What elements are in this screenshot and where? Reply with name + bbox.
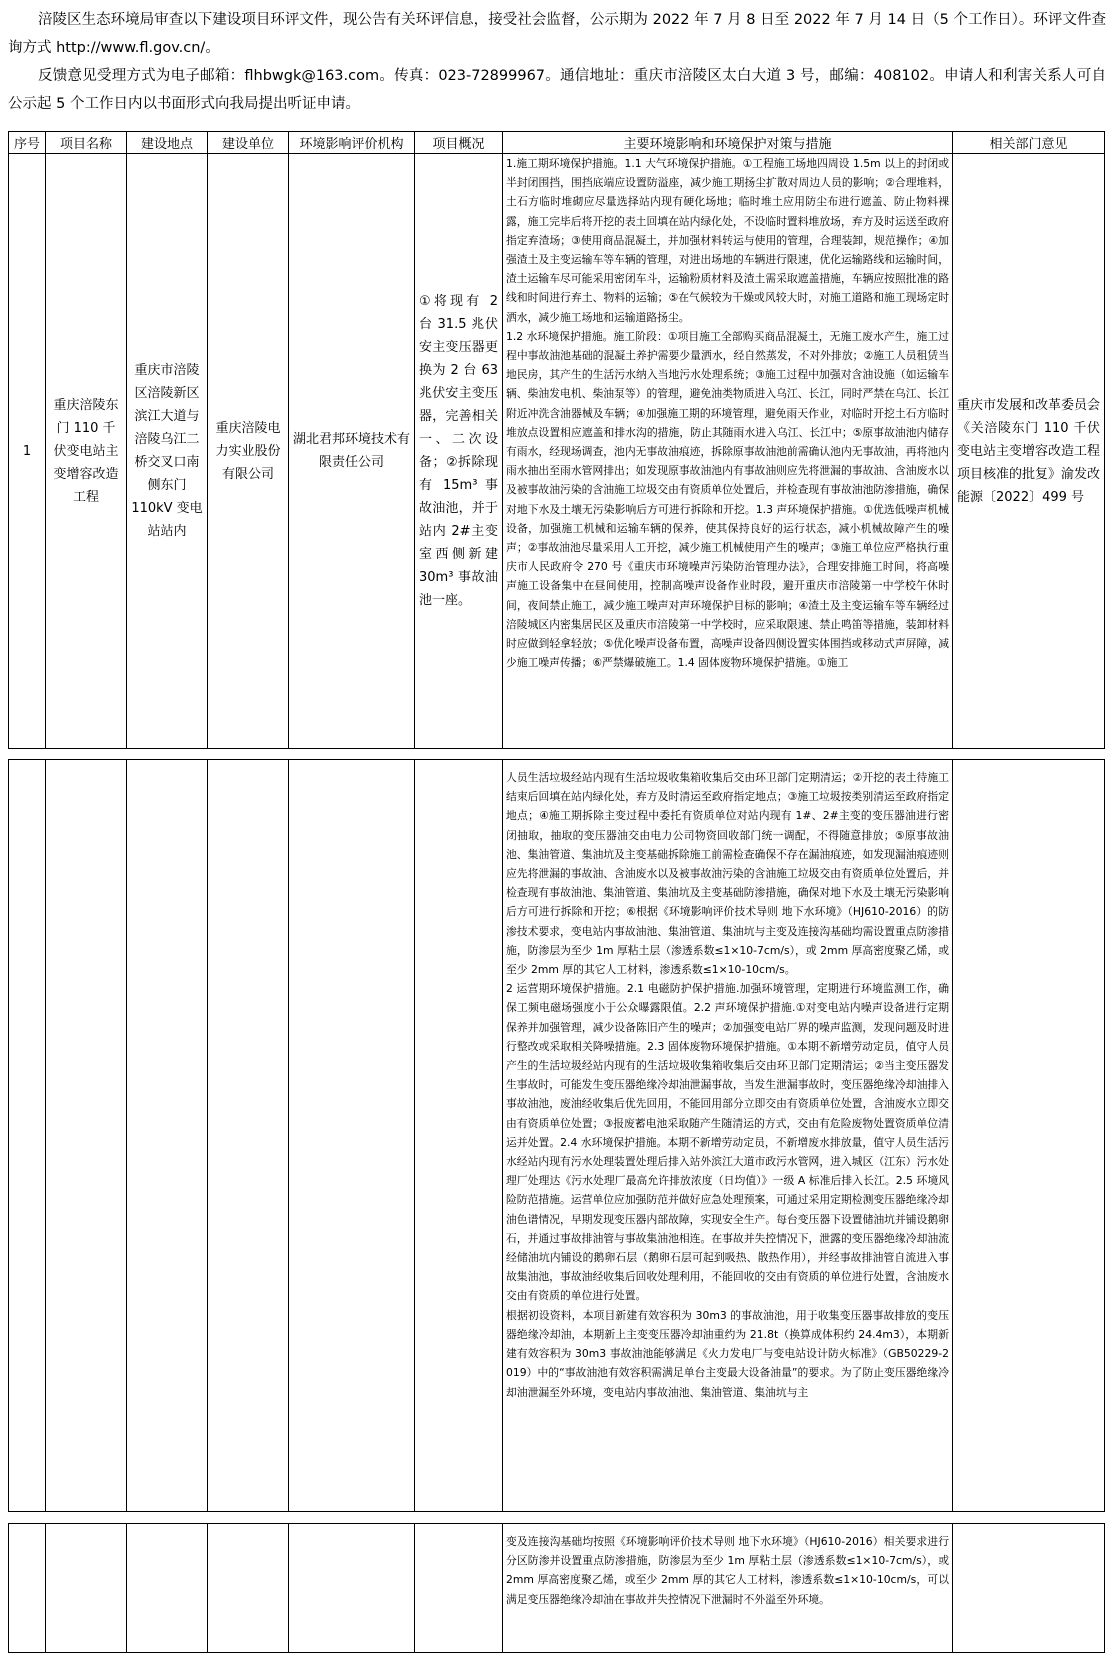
cell-empty [953, 760, 1105, 1512]
header-builder: 建设单位 [208, 132, 289, 154]
header-location: 建设地点 [127, 132, 208, 154]
project-table-page-3 [8, 1523, 1105, 1653]
header-no: 序号 [9, 132, 46, 154]
measures-paragraph: 1.2 水环境保护措施。施工阶段：①项目施工全部购买商品混凝土，无施工废水产生，施工过程中事故油池基础的混凝土养护需要少量洒水，经自然蒸发，不对外排放；②施工人员租赁当地民房，其产生的生活污水纳入当地污水处理系统；③施工过程中加强对含油设施（如运输车辆、柴油发电机、柴油泵等）的管理，避免油类物质进入乌江、长江，同时严禁在乌江、长江附近冲洗含油器械及车辆；④加强施工期的环境管理，避免雨天作业，对临时开挖土石方临时堆放点设置相应遮盖和排水沟的措施，防止其随雨水进入乌江、长江中；⑤原事故油池内储存有雨水，经现场调查，池内无事故油痕迹，拆除原事故油池前需确认池内无事故油，再将池内雨水抽出至雨水管网排出；如发现原事故油池内有事故油则应先将泄漏的事故油、含油废水以及被事故油污染的含油施工垃圾交由有资质单位处置后，并检查现有事故油池防渗措施，确保对地下水及土壤无污染影响后方可进行拆除和开挖。1.3 声环境保护措施。①优选低噪声机械设备，加强施工机械和运输车辆的保养，使其保持良好的运行状态，减小机械故障产生的噪声；②事故油池尽量采用人工开挖，减少施工机械使用产生的噪声；③施工单位应严格执行重庆市人民政府令 270 号《重庆市环境噪声污染防治管理办法》，合理安排施工时间，将高噪声施工设备集中在昼间使用，控制高噪声设备作业时段，避开重庆市涪陵第一中学校午休时间，夜间禁止施工，减少施工噪声对声环境保护目标的影响；④渣土及主变运输车等车辆经过涪陵城区内密集居民区及重庆市涪陵第一中学校时，应采取限速、禁止鸣笛等措施，装卸材料时应做到轻拿轻放；⑤优化噪声设备布置，高噪声设备四侧设置实体围挡或移动式声屏障，减少施工噪声传播；⑥严禁爆破施工。1.4 固体废物环境保护措施。①施工 [506, 329, 949, 670]
project-table-page-1 [8, 131, 1105, 749]
cell-empty [127, 1524, 208, 1653]
cell-builder: 重庆涪陵电力实业股份有限公司 [208, 154, 289, 749]
cell-project-name: 重庆涪陵东门 110 千伏变电站主变增容改造工程 [46, 154, 127, 749]
measures-paragraph: 1.施工期环境保护措施。1.1 大气环境保护措施。①工程施工场地四周设 1.5m 以上的封闭或半封闭围挡，围挡底端应设置防溢座，减少施工期扬尘扩散对周边人员的影响；②合理堆料，土石方临时堆砌应尽量选择站内现有硬化场地；临时堆土应用防尘布进行遮盖、防止物料裸露，施工完毕后将开挖的表土回填在站内绿化处，不设临时置料堆放场，弃方及时运送至政府指定弃渣场；③使用商品混凝土，并加强材料转运与使用的管理，合理装卸，规范操作；④加强渣土及主变运输车等车辆的管理，对进出场地的车辆进行限速，优化运输路线和运输时间，渣土运输车尽可能采用密闭车斗，运输粉质材料及渣土需采取遮盖措施，车辆应按照批准的路线和时间进行弃土、物料的运输；⑤在气候较为干燥或风较大时，对施工道路和施工现场定时洒水，减少施工场地和运输道路扬尘。 [506, 157, 949, 324]
cell-empty [289, 760, 415, 1512]
cell-location: 重庆市涪陵区涪陵新区滨江大道与涪陵乌江二桥交叉口南侧东门 110kV 变电站站内 [127, 154, 208, 749]
cell-overview: ①将现有 2 台 31.5 兆伏安主变压器更换为 2 台 63 兆伏安主变压器，完善相关一、二次设备；②拆除现有 15m³ 事故油池，并于站内 2#主变室西侧新建 30m³ 事故油池一座。 [415, 154, 503, 749]
cell-no: 1 [9, 154, 46, 749]
cell-eia-agency: 湖北君邦环境技术有限责任公司 [289, 154, 415, 749]
cell-measures [503, 154, 953, 749]
measures-paragraph: 人员生活垃圾经站内现有生活垃圾收集箱收集后交由环卫部门定期清运；②开挖的表土待施工结束后回填在站内绿化处，弃方及时清运至政府指定地点；③施工垃圾按类别清运至政府指定地点；④施工期拆除主变过程中委托有资质单位对站内现有 1#、2#主变的变压器油进行密闭抽取，抽取的变压器油交由电力公司物资回收部门统一调配，不得随意排放；⑤原事故油池、集油管道、集油坑及主变基础拆除施工前需检查确保不存在漏油痕迹，如发现漏油痕迹则应先将泄漏的事故油、含油废水以及被事故油污染的含油施工垃圾交由有资质单位处置后，并检查现有事故油池、集油管道、集油坑及主变基础防渗措施，确保对地下水及土壤无污染影响后方可进行拆除和开挖；⑥根据《环境影响评价技术导则 地下水环境》（HJ610-2016）的防渗技术要求，变电站内事故油池、集油管道、集油坑与主变及连接沟基础均需设置重点防渗措施，防渗层为至少 1m 厚粘土层（渗透系数≤1×10-7cm/s），或 2mm 厚高密度聚乙烯，或至少 2mm 厚的其它人工材料，渗透系数≤1×10-10cm/s。 [506, 771, 949, 977]
cell-empty [208, 1524, 289, 1653]
cell-empty [208, 760, 289, 1512]
notice-paragraph-1: 涪陵区生态环境局审查以下建设项目环评文件，现公告有关环评信息，接受社会监督，公示期为 2022 年 7 月 8 日至 2022 年 7 月 14 日（5 个工作日）。环评文件查询方式 http://www.fl.gov.cn/。 [8, 12, 1106, 56]
cell-empty [9, 760, 46, 1512]
cell-empty [953, 1524, 1105, 1653]
header-eia-agency: 环境影响评价机构 [289, 132, 415, 154]
header-overview: 项目概况 [415, 132, 503, 154]
header-project-name: 项目名称 [46, 132, 127, 154]
table-header-row [9, 132, 1105, 154]
cell-empty [46, 1524, 127, 1653]
cell-empty [127, 760, 208, 1512]
cell-measures [503, 1524, 953, 1653]
cell-measures [503, 760, 953, 1512]
measures-paragraph: 2 运营期环境保护措施。2.1 电磁防护保护措施.加强环境管理，定期进行环境监测工作，确保工频电磁场强度小于公众曝露限值。2.2 声环境保护措施.①对变电站内噪声设备进行定期保养并加强管理，减少设备陈旧产生的噪声；②加强变电站厂界的噪声监测，发现问题及时进行整改或采取相关降噪措施。2.3 固体废物环境保护措施。①本期不新增劳动定员，值守人员产生的生活垃圾经站内现有的生活垃圾收集箱收集后交由环卫部门定期清运；②当主变压器发生事故时，可能发生变压器绝缘冷却油泄漏事故，当发生泄漏事故时，变压器绝缘冷却油排入事故油池，废油经收集后优先回用，不能回用部分立即交由有资质单位处置，含油废水立即交由有资质单位处置；③报废蓄电池采取随产生随清运的方式，交由有危险废物处置资质单位清运并处置。2.4 水环境保护措施。本期不新增劳动定员，不新增废水排放量，值守人员生活污水经站内现有污水处理装置处理后排入站外滨江大道市政污水管网，进入城区（江东）污水处理厂处理达《污水处理厂最高允许排放浓度（日均值）》一级 A 标准后排入长江。2.5 环境风险防范措施。运营单位应加强防范并做好应急处理预案，可通过采用定期检测变压器绝缘冷却油色谱情况，早期发现变压器内部故障，实现安全生产。每台变压器下设置储油坑并铺设鹅卵石，并通过事故排油管与事故集油池相连。在事故并失控情况下，泄露的变压器绝缘冷却油流经储油坑内铺设的鹅卵石层（鹅卵石层可起到吸热、散热作用），并经事故排油管自流进入事故集油池，事故油经收集后回收处理利用，不能回收的交由有资质的单位进行处置，含油废水交由有资质的单位进行处置。 [506, 982, 949, 1303]
notice-intro [8, 6, 1106, 118]
cell-opinion: 重庆市发展和改革委员会《关涪陵东门 110 千伏变电站主变增容改造工程项目核准的批复》渝发改能源〔2022〕499 号 [953, 154, 1105, 749]
project-table-page-2 [8, 759, 1105, 1512]
table-row [9, 154, 1105, 749]
cell-empty [415, 760, 503, 1512]
header-opinion: 相关部门意见 [953, 132, 1105, 154]
cell-empty [9, 1524, 46, 1653]
cell-empty [289, 1524, 415, 1653]
cell-empty [46, 760, 127, 1512]
cell-empty [415, 1524, 503, 1653]
table-row [9, 1524, 1105, 1653]
header-measures: 主要环境影响和环境保护对策与措施 [503, 132, 953, 154]
table-row [9, 760, 1105, 1512]
measures-paragraph: 变及连接沟基础均按照《环境影响评价技术导则 地下水环境》（HJ610-2016）相关要求进行分区防渗并设置重点防渗措施，防渗层为至少 1m 厚粘土层（渗透系数≤1×10-7cm/s），或 2mm 厚高密度聚乙烯，或至少 2mm 厚的其它人工材料，渗透系数≤1×10-10cm/s，可以满足变压器绝缘冷却油在事故并失控情况下泄漏时不外溢至外环境。 [506, 1535, 949, 1606]
notice-paragraph-2: 反馈意见受理方式为电子邮箱：flhbwgk@163.com。传真：023-72899967。通信地址：重庆市涪陵区太白大道 3 号，邮编：408102。申请人和利害关系人可自公示起 5 个工作日内以书面形式向我局提出听证申请。 [8, 68, 1106, 112]
measures-paragraph: 根据初设资料，本项目新建有效容积为 30m3 的事故油池，用于收集变压器事故排放的变压器绝缘冷却油，本期新上主变变压器冷却油重约为 21.8t（换算成体积约 24.4m3），本期新建有效容积为 30m3 事故油池能够满足《火力发电厂与变电站设计防火标准》（GB50229-2019）中的“事故油池有效容积需满足单台主变最大设备油量”的要求。为了防止变压器绝缘冷却油泄漏至外环境，变电站内事故油池、集油管道、集油坑与主 [506, 1308, 949, 1399]
